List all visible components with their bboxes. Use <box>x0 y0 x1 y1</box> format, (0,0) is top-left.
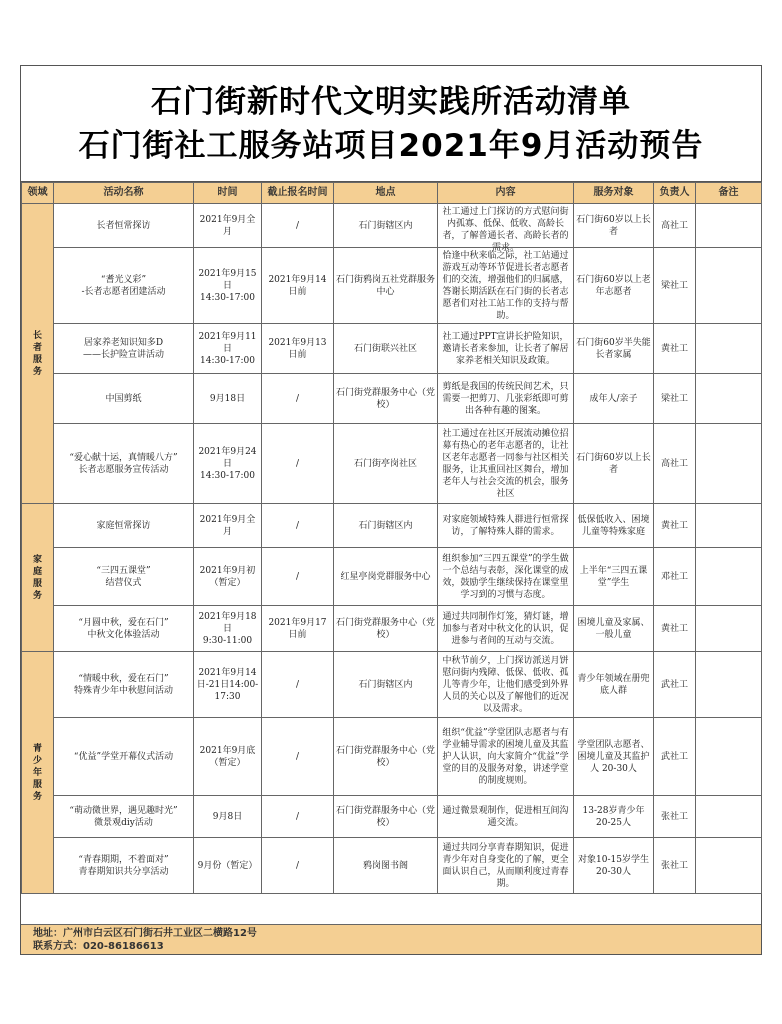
footer-phone: 联系方式：020-86186613 <box>33 941 164 952</box>
activity-table <box>21 182 762 894</box>
cell-time <box>194 548 262 606</box>
cell-time <box>194 424 262 504</box>
cell-time <box>194 374 262 424</box>
table-row <box>22 374 762 424</box>
cell-deadline <box>262 548 334 606</box>
cell-time <box>194 248 262 324</box>
cell-target-text: 13-28岁青少年 20-25人 <box>582 805 645 828</box>
table-row <box>22 838 762 894</box>
cell-target-text: 困境儿童及家属、一般儿童 <box>577 617 650 640</box>
cell-note <box>696 718 762 796</box>
cell-deadline <box>262 204 334 248</box>
cell-content-text: 剪纸是我国的传统民间艺术，只需要一把剪刀、几张彩纸即可剪出各种有趣的图案。 <box>442 381 569 416</box>
cell-name <box>54 204 194 248</box>
cell-time <box>194 718 262 796</box>
cell-owner <box>654 504 696 548</box>
title-line-1: 石门街新时代文明实践所活动清单 <box>151 83 631 120</box>
cell-deadline-text: / <box>295 393 300 404</box>
cell-owner-text: 黄社工 <box>660 520 688 531</box>
title-block <box>21 66 761 182</box>
cell-content-text: 社工通过在社区开展流动摊位招募有热心的老年志愿者的，让社区老年志愿者一同参与社区相关服务，让其重回社区舞台，增加老年人与社会交流的机会，服务社区 <box>442 428 569 499</box>
header-cell: 地点 <box>334 183 438 204</box>
cell-target <box>574 796 654 838</box>
cell-name <box>54 838 194 894</box>
cell-target <box>574 606 654 652</box>
cell-owner <box>654 324 696 374</box>
cell-place-text: 石门街辖区内 <box>358 220 413 231</box>
cell-deadline-text: 2021年9月17日前 <box>268 617 327 640</box>
cell-place-text: 红星亭岗党群服务中心 <box>340 571 431 582</box>
domain-label: 家庭服务 <box>32 554 42 601</box>
cell-place-text: 鸦岗图书阁 <box>362 860 408 871</box>
cell-target-text: 学堂团队志愿者、困境儿童及其监护人 20-30人 <box>577 739 650 774</box>
cell-deadline-text: / <box>295 811 300 822</box>
cell-time <box>194 606 262 652</box>
cell-deadline-text: 2021年9月13日前 <box>268 337 327 360</box>
cell-note <box>696 796 762 838</box>
cell-time-text: 9月8日 <box>212 811 243 822</box>
table-body <box>22 204 762 894</box>
cell-place-text: 石门街党群服务中心（党校） <box>336 387 436 410</box>
cell-place <box>334 324 438 374</box>
cell-owner <box>654 718 696 796</box>
cell-place-text: 石门街联兴社区 <box>353 343 417 354</box>
cell-time-text: 2021年9月24日 14:30-17:00 <box>198 446 257 481</box>
cell-target-text: 成年人/亲子 <box>589 393 638 404</box>
cell-name <box>54 324 194 374</box>
cell-place <box>334 838 438 894</box>
cell-content-text: 恰逢中秋来临之际，社工站通过游戏互动等环节促进长者志愿者们的交流，增强他们的归属感，答谢长期活跃在石门街的长者志愿者们对社工站工作的支持与帮助。 <box>442 250 569 321</box>
cell-time-text: 2021年9月底 （暂定） <box>199 745 256 768</box>
cell-name <box>54 652 194 718</box>
cell-time-text: 2021年9月11日 14:30-17:00 <box>198 331 257 366</box>
header-cell: 服务对象 <box>574 183 654 204</box>
table-row <box>22 504 762 548</box>
cell-content <box>438 504 574 548</box>
cell-note <box>696 548 762 606</box>
cell-name <box>54 796 194 838</box>
cell-content <box>438 652 574 718</box>
cell-target <box>574 504 654 548</box>
cell-place-text: 石门街亭岗社区 <box>353 458 417 469</box>
table-row <box>22 796 762 838</box>
cell-target-text: 石门街60岁以上长者 <box>576 452 651 475</box>
cell-content <box>438 248 574 324</box>
cell-target-text: 低保低收入、困境儿童等特殊家庭 <box>577 514 650 537</box>
cell-target <box>574 324 654 374</box>
cell-note <box>696 204 762 248</box>
cell-content <box>438 204 574 253</box>
cell-name-text: “情暖中秋，爱在石门” 特殊青少年中秋慰问活动 <box>73 673 173 696</box>
cell-name <box>54 718 194 796</box>
cell-place-text: 石门街辖区内 <box>358 679 413 690</box>
header-cell: 活动名称 <box>54 183 194 204</box>
cell-deadline-text: / <box>295 751 300 762</box>
cell-time-text: 2021年9月14日-21日14:00-17:30 <box>196 667 259 702</box>
cell-target-text: 石门街60岁以上长者 <box>576 214 651 237</box>
cell-place <box>334 652 438 718</box>
cell-name <box>54 606 194 652</box>
cell-owner-text: 高社工 <box>660 458 688 469</box>
header-cell: 截止报名时间 <box>262 183 334 204</box>
cell-time <box>194 652 262 718</box>
cell-content-text: 通过共同制作灯笼，猜灯谜，增加参与者对中秋文化的认识，促进参与者间的互动与交流。 <box>442 611 569 646</box>
cell-name-text: “青春期期，不着面对” 青春期知识共分享活动 <box>78 854 169 877</box>
table-row <box>22 548 762 606</box>
cell-content-text: 中秋节前夕，上门探访派送月饼慰问街内残障、低保、低收、孤儿等青少年，让他们感受到外界人员的关心以及了解他们的近况以及需求。 <box>442 655 569 714</box>
activity-sheet <box>20 65 762 955</box>
cell-target <box>574 548 654 606</box>
header-cell: 备注 <box>696 183 762 204</box>
cell-name-text: “爱心献十运，真情暖八方” 长者志愿服务宣传活动 <box>69 452 178 475</box>
cell-deadline <box>262 796 334 838</box>
cell-name <box>54 248 194 324</box>
cell-deadline <box>262 838 334 894</box>
cell-note <box>696 838 762 894</box>
cell-place-text: 石门街党群服务中心（党校） <box>336 805 436 828</box>
cell-deadline-text: / <box>295 860 300 871</box>
table-row <box>22 324 762 374</box>
cell-target <box>574 838 654 894</box>
cell-owner-text: 梁社工 <box>660 280 688 291</box>
cell-time-text: 9月份（暂定） <box>197 860 258 871</box>
cell-deadline <box>262 374 334 424</box>
cell-place-text: 石门街党群服务中心（党校） <box>336 617 436 640</box>
cell-place-text: 石门街辖区内 <box>358 520 413 531</box>
cell-content <box>438 838 574 894</box>
cell-name-text: “优益”学堂开幕仪式活动 <box>73 751 174 762</box>
domain-label: 长者服务 <box>32 330 42 377</box>
cell-place <box>334 248 438 324</box>
domain-label: 青少年服务 <box>32 743 42 802</box>
cell-content <box>438 718 574 796</box>
cell-owner-text: 张社工 <box>660 860 688 871</box>
domain-cell <box>22 504 54 652</box>
cell-deadline <box>262 652 334 718</box>
table-row <box>22 606 762 652</box>
cell-time-text: 2021年9月18日 9:30-11:00 <box>198 611 257 646</box>
cell-owner-text: 梁社工 <box>660 393 688 404</box>
cell-note <box>696 424 762 504</box>
cell-time <box>194 324 262 374</box>
cell-owner <box>654 204 696 248</box>
table-row <box>22 204 762 248</box>
cell-owner-text: 高社工 <box>660 220 688 231</box>
cell-time <box>194 504 262 548</box>
cell-name-text: 居家养老知识知多D ——长护险宣讲活动 <box>82 337 164 360</box>
cell-owner-text: 黄社工 <box>660 343 688 354</box>
cell-time-text: 2021年9月15日 14:30-17:00 <box>198 268 257 303</box>
cell-content-text: 组织参加“三四五课堂”的学生做一个总结与表彰，深化课堂的成效，鼓励学生继续保持在课堂里学习到的习惯与态度。 <box>442 553 569 600</box>
cell-name-text: “月圆中秋，爱在石门” 中秋文化体验活动 <box>78 617 169 640</box>
cell-target-text: 石门街60岁以上老年志愿者 <box>576 274 651 297</box>
cell-owner-text: 张社工 <box>660 811 688 822</box>
cell-target-text: 石门街60岁半失能长者家属 <box>576 337 651 360</box>
cell-place-text: 石门街鸦岗五社党群服务中心 <box>336 274 436 297</box>
cell-content-text: 社工通过上门探访的方式慰问街内孤寡、低保、低收、高龄长者，了解普通长者、高龄长者的需求。 <box>442 206 569 253</box>
cell-place <box>334 374 438 424</box>
cell-name-text: “萌动微世界，遇见趣时光” 微景观diy活动 <box>69 805 178 828</box>
cell-content <box>438 606 574 652</box>
cell-content-text: 社工通过PPT宣讲长护险知识，邀请长者来参加，让长者了解居家养老相关知识及政策。 <box>442 331 569 366</box>
cell-owner-text: 武社工 <box>660 751 688 762</box>
cell-target <box>574 652 654 718</box>
header-cell: 内容 <box>438 183 574 204</box>
cell-target <box>574 204 654 248</box>
cell-owner <box>654 424 696 504</box>
cell-deadline-text: / <box>295 520 300 531</box>
table-row <box>22 652 762 718</box>
cell-name <box>54 504 194 548</box>
cell-name <box>54 424 194 504</box>
cell-owner-text: 武社工 <box>660 679 688 690</box>
cell-time-text: 2021年9月初 （暂定） <box>199 565 256 588</box>
cell-deadline-text: / <box>295 220 300 231</box>
cell-name-text: 长者恒常探访 <box>96 220 151 231</box>
cell-place <box>334 424 438 504</box>
header-row <box>22 183 762 204</box>
cell-place <box>334 204 438 248</box>
cell-deadline <box>262 424 334 504</box>
cell-place <box>334 504 438 548</box>
cell-owner <box>654 374 696 424</box>
cell-owner-text: 黄社工 <box>660 623 688 634</box>
cell-content <box>438 374 574 424</box>
cell-content <box>438 796 574 838</box>
cell-content <box>438 548 574 606</box>
cell-note <box>696 652 762 718</box>
cell-time <box>194 796 262 838</box>
cell-note <box>696 374 762 424</box>
cell-content <box>438 424 574 504</box>
header-cell: 时间 <box>194 183 262 204</box>
cell-owner <box>654 796 696 838</box>
header-cell: 负责人 <box>654 183 696 204</box>
cell-time-text: 2021年9月全月 <box>199 214 256 237</box>
footer-address: 地址：广州市白云区石门街石井工业区二横路12号 <box>33 928 257 939</box>
cell-deadline <box>262 504 334 548</box>
cell-owner <box>654 838 696 894</box>
cell-deadline <box>262 718 334 796</box>
cell-time-text: 9月18日 <box>209 393 246 404</box>
cell-place <box>334 718 438 796</box>
cell-deadline-text: 2021年9月14日前 <box>268 274 327 297</box>
cell-note <box>696 606 762 652</box>
cell-note <box>696 324 762 374</box>
cell-name-text: 家庭恒常探访 <box>96 520 151 531</box>
table-row <box>22 424 762 504</box>
cell-content <box>438 324 574 374</box>
cell-target <box>574 424 654 504</box>
cell-owner <box>654 606 696 652</box>
cell-deadline <box>262 606 334 652</box>
cell-name <box>54 548 194 606</box>
domain-cell <box>22 652 54 894</box>
header-cell: 领域 <box>22 183 54 204</box>
cell-target <box>574 248 654 324</box>
footer <box>21 924 761 954</box>
domain-cell <box>22 204 54 504</box>
cell-name-text: 中国剪纸 <box>105 393 142 404</box>
cell-owner <box>654 548 696 606</box>
cell-name-text: “三四五课堂” 结营仪式 <box>96 565 151 588</box>
title-line-2: 石门街社工服务站项目2021年9月活动预告 <box>78 127 704 164</box>
cell-target-text: 上半年“三四五课堂”学生 <box>579 565 648 588</box>
cell-place <box>334 796 438 838</box>
cell-name-text: “耆光义彩” -长者志愿者团建活动 <box>81 274 166 297</box>
cell-content-text: 通过微景观制作，促进相互间沟通交流。 <box>442 805 569 828</box>
cell-content-text: 通过共同分享青春期知识，促进青少年对自身变化的了解，更全面认识自己，从而顺利度过青春期。 <box>442 842 569 889</box>
cell-place <box>334 548 438 606</box>
cell-time-text: 2021年9月全月 <box>199 514 256 537</box>
cell-note <box>696 248 762 324</box>
table-row <box>22 718 762 796</box>
cell-name <box>54 374 194 424</box>
cell-target-text: 对象10-15岁学生20-30人 <box>578 854 649 877</box>
cell-deadline-text: / <box>295 458 300 469</box>
table-row <box>22 248 762 324</box>
cell-time <box>194 838 262 894</box>
cell-owner-text: 邓社工 <box>660 571 688 582</box>
cell-note <box>696 504 762 548</box>
cell-deadline <box>262 324 334 374</box>
cell-owner <box>654 652 696 718</box>
cell-target <box>574 718 654 796</box>
cell-place <box>334 606 438 652</box>
cell-deadline <box>262 248 334 324</box>
cell-target-text: 青少年领域在册兜底人群 <box>577 673 650 696</box>
cell-content-text: 对家庭领域特殊人群进行恒常探访，了解特殊人群的需求。 <box>442 514 569 537</box>
cell-target <box>574 374 654 424</box>
cell-content-text: 组织“优益”学堂团队志愿者与有学业辅导需求的困境儿童及其监护人认识，向大家简介“优益”学堂的目的及服务对象，讲述学堂的制度规则。 <box>442 727 569 786</box>
cell-deadline-text: / <box>295 679 300 690</box>
cell-time <box>194 204 262 248</box>
cell-owner <box>654 248 696 324</box>
cell-place-text: 石门街党群服务中心（党校） <box>336 745 436 768</box>
cell-deadline-text: / <box>295 571 300 582</box>
